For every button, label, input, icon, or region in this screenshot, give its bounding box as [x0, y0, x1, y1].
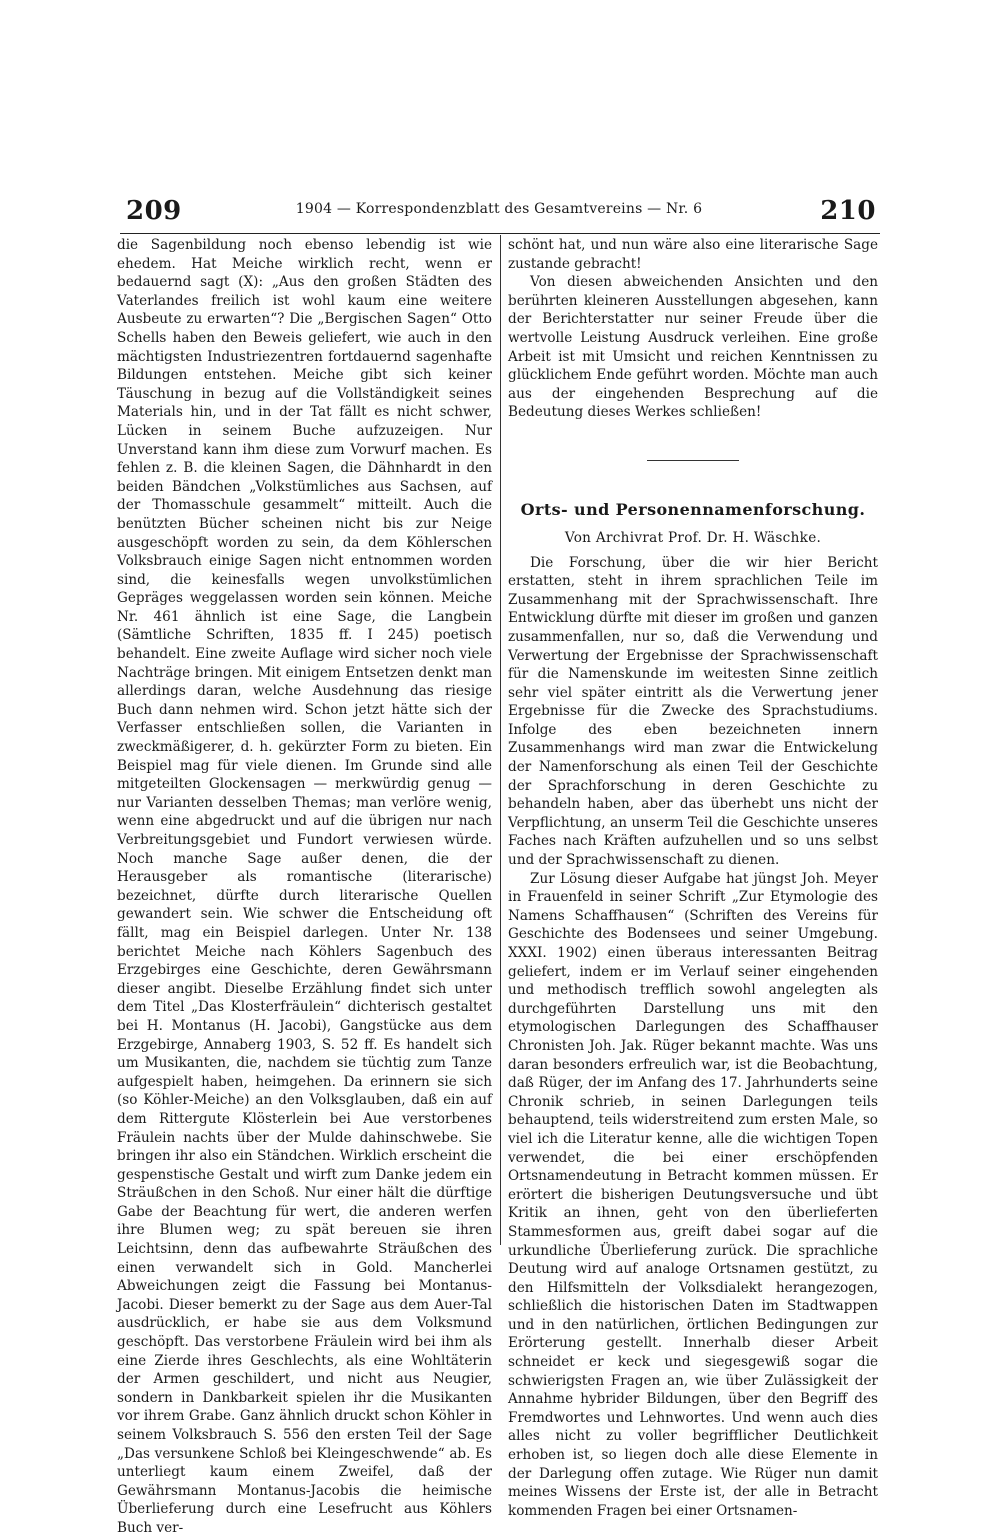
left-column — [117, 236, 492, 1538]
body-paragraph: Die Forschung, über die wir hier Bericht erstatten, steht in ihrem sprachlichen Teile im Zusammenhang mit der Sprachwissenschaft. Ihre Entwicklung dürfte mit dieser im großen und ganzen zusammenfallen, nur so, daß die Verwendung und Verwertung der Ergebnisse der Sprachwissenschaft für die Namenskunde im weitesten Sinne zeitlich sehr viel später eintritt als die Verwertung jener Ergebnisse für die Zwecke des Sprachstudiums. Infolge des eben bezeichneten innern Zusammenhangs wird man zwar die Entwickelung der Namenforschung als einen Teil der Geschichte der Sprachforschung in deren Geschichte zu behandeln haben, aber das überhebt uns nicht der Verpflichtung, an unserm Teil die Geschichte unseres Faches nach Kräften aufzuhellen und so uns selbst und der Sprachwissenschaft zu dienen. — [508, 554, 878, 869]
page-number-left: 209 — [126, 196, 182, 226]
continued-paragraph: schönt hat, und nun wäre also eine literarische Sage zustande gebracht! — [508, 237, 878, 272]
section-title: Orts- und Personennamenforschung. — [520, 499, 866, 519]
body-paragraph: die Sagenbildung noch ebenso lebendig ist wie ehedem. Hat Meiche wirklich recht, wenn er bedauernd sagt (X): „Aus den großen Städten des Vaterlandes freilich ist wohl kaum eine weitere Ausbeute zu erwarten“? Die „Bergischen Sagen“ Otto Schells haben den Beweis geliefert, wie auch in den mächtigsten Industriezentren fortdauernd sagenhafte Bildungen entstehen. Meiche gibt sich keiner Täuschung in bezug auf die Vollständigkeit seines Materials hin, und in der Tat fällt es nicht schwer, Lücken in seinem Buche aufzuzeigen. Nur Unverstand kann ihm diese zum Vorwurf machen. Es fehlen z. B. die kleinen Sagen, die Dähnhardt in den beiden Bändchen „Volkstümliches aus Sachsen, auf der Thomasschule gesammelt“ mitteilt. Auch die benützten Bücher scheinen nicht bis zur Neige ausgeschöpft worden zu sein, da dem Köhlerschen Volksbrauch einige Sagen nicht entnommen worden sind, die keinesfalls wegen unvolkstümlichen Gepräges weggelassen worden sein können. Meiche Nr. 461 ähnlich ist eine Sage, die Langbein (Sämtliche Schriften, 1835 ff. I 245) poetisch behandelt. Eine zweite Auflage wird sicher noch viele Nachträge bringen. Mit einigem Entsetzen denkt man allerdings daran, welche Ausdehnung das riesige Buch dann nehmen wird. Schon jetzt hätte sich der Verfasser entschließen sollen, die Varianten in zweckmäßigerer, d. h. gekürzter Form zu bieten. Ein Beispiel mag für viele dienen. Im Grunde sind alle mitgeteilten Glockensagen — merkwürdig genug — nur Varianten desselben Themas; man verlöre wenig, wenn eine abgedruckt und auf die übrigen nur nach Verbreitungsgebiet und Fundort verwiesen würde. Noch manche Sage außer denen, die der Herausgeber als romantische (literarische) bezeichnet, dürfte durch literarische Quellen gewandert sein. Wie schwer die Entscheidung oft fällt, mag ein Beispiel darlegen. Unter Nr. 138 berichtet Meiche nach Köhlers Sagenbuch des Erzgebirges eine Geschichte, deren Gewährsmann dieser angibt. Dieselbe Erzählung findet sich unter dem Titel „Das Klosterfräulein“ dichterisch gestaltet bei H. Montanus (H. Jacobi), Gangstücke aus dem Erzgebirge, Annaberg 1903, S. 52 ff. Es handelt sich um Musikanten, die, nachdem sie tüchtig zum Tanze aufgespielt haben, heimgehen. Da erinnern sie sich (so Köhler-Meiche) an den Volksglauben, daß ein auf dem Rittergute Klösterlein bei Aue verstorbenes Fräulein nachts über der Mulde dahinschwebe. Sie bringen ihr also ein Ständchen. Wirklich erscheint die gespenstische Gestalt und wirft zum Danke jedem ein Sträußchen in den Schoß. Nur einer hält die dürftige Gabe der Beachtung für wert, die anderen werfen ihre Blumen weg; zu spät bereuen sie ihren Leichtsinn, denn das aufbewahrte Sträußchen des einen verwandelt sich in Gold. Mancherlei Abweichungen zeigt die Fassung bei Montanus-Jacobi. Dieser bemerkt zu der Sage aus dem Auer-Tal ausdrücklich, er habe sie aus dem Volksmund geschöpft. Das verstorbene Fräulein wird bei ihm als eine Zierde ihres Geschlechts, als eine Wohltäterin der Armen geschildert, und nicht aus Neugier, sondern in Dankbarkeit spielen ihr die Musikanten vor ihrem Grabe. Ganz ähnlich druckt schon Köhler in seinem Volksbrauch S. 556 den ersten Teil der Sage „Das versunkene Schloß bei Kleingeschwende“ ab. Es unterliegt kaum einem Zweifel, daß der Gewährsmann Montanus-Jacobis die heimische Überlieferung durch eine Lesefrucht aus Köhlers Buch ver- — [117, 237, 492, 1536]
section-separator — [647, 460, 739, 461]
body-paragraph: Zur Lösung dieser Aufgabe hat jüngst Joh. Meyer in Frauenfeld in seiner Schrift „Zur Etymologie des Namens Schaffhausen“ (Schriften des Vereins für Geschichte des Bodensees und seiner Umgebung. XXXI. 1902) einen überaus interessanten Beitrag geliefert, indem er im Verlauf seiner eingehenden und methodisch trefflich sowohl angelegten als durchgeführten Darstellung uns mit den etymologischen Darlegungen des Schaffhauser Chronisten Joh. Jak. Rüger bekannt machte. Was uns daran besonders erfreulich war, ist die Beobachtung, daß Rüger, der im Anfang des 17. Jahrhunderts seine Chronik schrieb, in seinen Darlegungen teils behauptend, teils widerstreitend zum ersten Male, so viel ich die Literatur kenne, alle die wichtigen Topen verwendet, die bei einer erschöpfenden Ortsnamendeutung in Betracht kommen müssen. Er erörtert die bisherigen Deutungsversuche und übt Kritik an ihnen, geht von den überlieferten Stammesformen aus, greift dabei sogar auf die urkundliche Überlieferung zurück. Die sprachliche Deutung wird auf analoge Ortsnamen gestützt, zu den Hilfsmitteln der Volksdialekt herangezogen, schließlich die historischen Daten im Stadtwappen und in den natürlichen, örtlichen Bedingungen zur Erörterung gestellt. Innerhalb dieser Arbeit schneidet er keck und siegesgewiß sogar die schwierigsten Fragen an, wie über Zulässigkeit der Annahme hybrider Bildungen, über den Begriff des Fremdwortes und Lehnwortes. Und wenn auch dies alles nicht zu voller begrifflicher Deutlichkeit erhoben ist, so liegen doch alle diese Elemente in der Darlegung offen zutage. Wie Rüger nun damit meines Wissens der Erste ist, der alle in Betracht kommenden Fragen bei einer Ortsnamen- — [508, 870, 878, 1519]
column-divider — [500, 235, 501, 1245]
closing-paragraph: Von diesen abweichenden Ansichten und den berührten kleineren Ausstellungen abgesehen, kann der Berichterstatter nur seiner Freude über die wertvolle Leistung Ausdruck verleihen. Eine große Arbeit ist mit Umsicht und reichen Kenntnissen zu glücklichem Ende geführt worden. Möchte man auch aus der eingehenden Besprechung auf die Bedeutung dieses Werkes schließen! — [508, 274, 878, 421]
header-rule — [120, 233, 880, 234]
right-column — [508, 236, 878, 1520]
running-head: 1904 — Korrespondenzblatt des Gesamtvereins — Nr. 6 — [295, 201, 703, 217]
author-byline: Von Archivrat Prof. Dr. H. Wäschke. — [564, 529, 822, 546]
page-number-right: 210 — [820, 196, 876, 226]
page-header — [116, 196, 882, 230]
